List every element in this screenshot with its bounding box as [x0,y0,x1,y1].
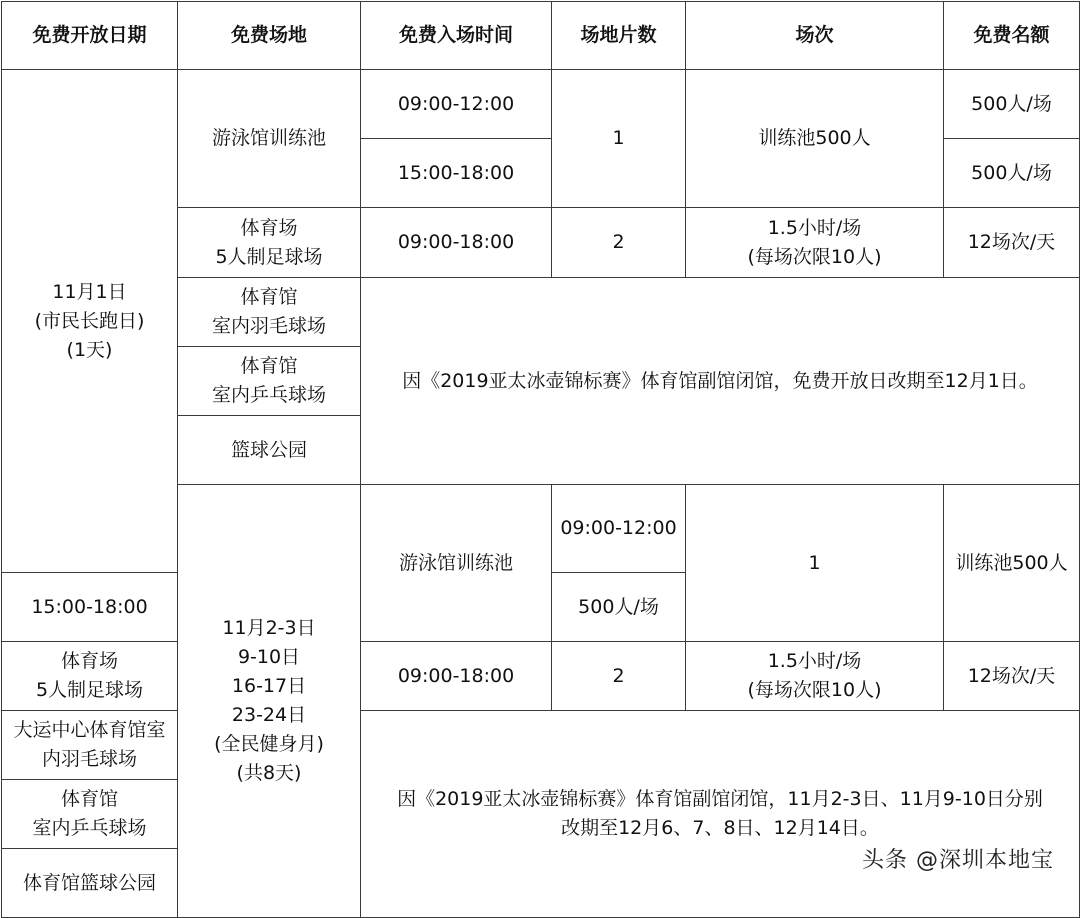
section1-pingpong-line: 室内乒乓球场 [211,384,326,406]
section1-swim-session: 训练池500人 [686,70,944,208]
section2-badminton-line: 内羽毛球场 [41,748,137,770]
section2-pingpong-line: 体育馆 [60,788,118,810]
section1-football-venue-line: 5人制足球场 [215,245,323,268]
section2-swim-session: 训练池500人 [944,485,1080,642]
section2-pingpong-venue [2,780,178,849]
section2-date-line: (共8天) [236,762,302,784]
section2-basketball-venue: 体育馆篮球公园 [2,849,178,918]
section2-badminton-line: 大运中心体育馆室 [13,719,166,741]
section1-date-line: 11月1日 [52,280,127,303]
header-quota: 免费名额 [944,2,1080,70]
section1-pingpong-line: 体育馆 [240,355,298,377]
section2-swim-time-am: 09:00-12:00 [552,485,686,573]
header-venue: 免费场地 [178,2,361,70]
schedule-table [1,1,1080,918]
section2-swim-venue: 游泳馆训练池 [361,485,552,642]
section2-badminton-venue [2,711,178,780]
section2-note-line: 改期至12月6、7、8日、12月14日。 [561,817,879,839]
section2-date-line: 11月2-3日 [222,617,316,639]
section2-swim-quota-pm: 500人/场 [552,573,686,642]
section1-badminton-venue [178,278,361,347]
section1-basketball-venue: 篮球公园 [178,416,361,485]
section2-football-quota: 12场次/天 [944,642,1080,711]
section2-football-session-line: (每场次限10人) [747,679,882,701]
header-date: 免费开放日期 [2,2,178,70]
section2-football-time: 09:00-18:00 [361,642,552,711]
section2-date-line: 16-17日 [231,675,307,697]
header-row [2,2,1080,70]
section1-swim-count: 1 [552,70,686,208]
header-session: 场次 [686,2,944,70]
section1-football-count: 2 [552,208,686,278]
section2-football-venue [2,642,178,711]
section2-football-session [686,642,944,711]
section1-pingpong-venue [178,347,361,416]
section1-closure-note: 因《2019亚太冰壶锦标赛》体育馆副馆闭馆，免费开放日改期至12月1日。 [361,278,1080,485]
section2-swim-count: 1 [686,485,944,642]
section2-football-session-line: 1.5小时/场 [767,650,862,672]
section1-football-session-line: (每场次限10人) [747,245,882,268]
section1-date-cell [2,70,178,573]
section1-swim-quota-pm: 500人/场 [944,139,1080,208]
section2-date-cell [178,485,361,918]
section1-date-line: (市民长跑日) [34,309,145,332]
section1-date-line: (1天) [66,338,113,361]
section1-football-venue-line: 体育场 [240,216,298,239]
section2-football-count: 2 [552,642,686,711]
watermark: 头条 @深圳本地宝 [862,848,1054,873]
section1-football-session-line: 1.5小时/场 [767,216,862,239]
section2-football-venue-line: 5人制足球场 [35,679,144,701]
section1-football-time: 09:00-18:00 [361,208,552,278]
header-time: 免费入场时间 [361,2,552,70]
table-row [2,711,1080,780]
section1-swim-quota-am: 500人/场 [944,70,1080,139]
section2-date-line: 9-10日 [237,646,301,668]
table-row [2,70,1080,139]
section1-football-quota: 12场次/天 [944,208,1080,278]
section1-badminton-line: 体育馆 [240,286,298,308]
section2-pingpong-line: 室内乒乓球场 [32,817,147,839]
section1-football-venue [178,208,361,278]
section1-swim-time-am: 09:00-12:00 [361,70,552,139]
section1-badminton-line: 室内羽毛球场 [211,315,326,337]
section2-football-venue-line: 体育场 [60,650,118,672]
section2-date-line: 23-24日 [231,704,307,726]
table-row [2,642,1080,711]
section2-closure-note [361,711,1080,918]
section2-note-line: 因《2019亚太冰壶锦标赛》体育馆副馆闭馆，11月2-3日、11月9-10日分别 [397,788,1043,810]
section2-swim-time-pm: 15:00-18:00 [2,573,178,642]
section2-date-line: (全民健身月) [214,733,324,755]
section1-football-session [686,208,944,278]
header-count: 场地片数 [552,2,686,70]
section1-swim-time-pm: 15:00-18:00 [361,139,552,208]
section1-swim-venue: 游泳馆训练池 [178,70,361,208]
